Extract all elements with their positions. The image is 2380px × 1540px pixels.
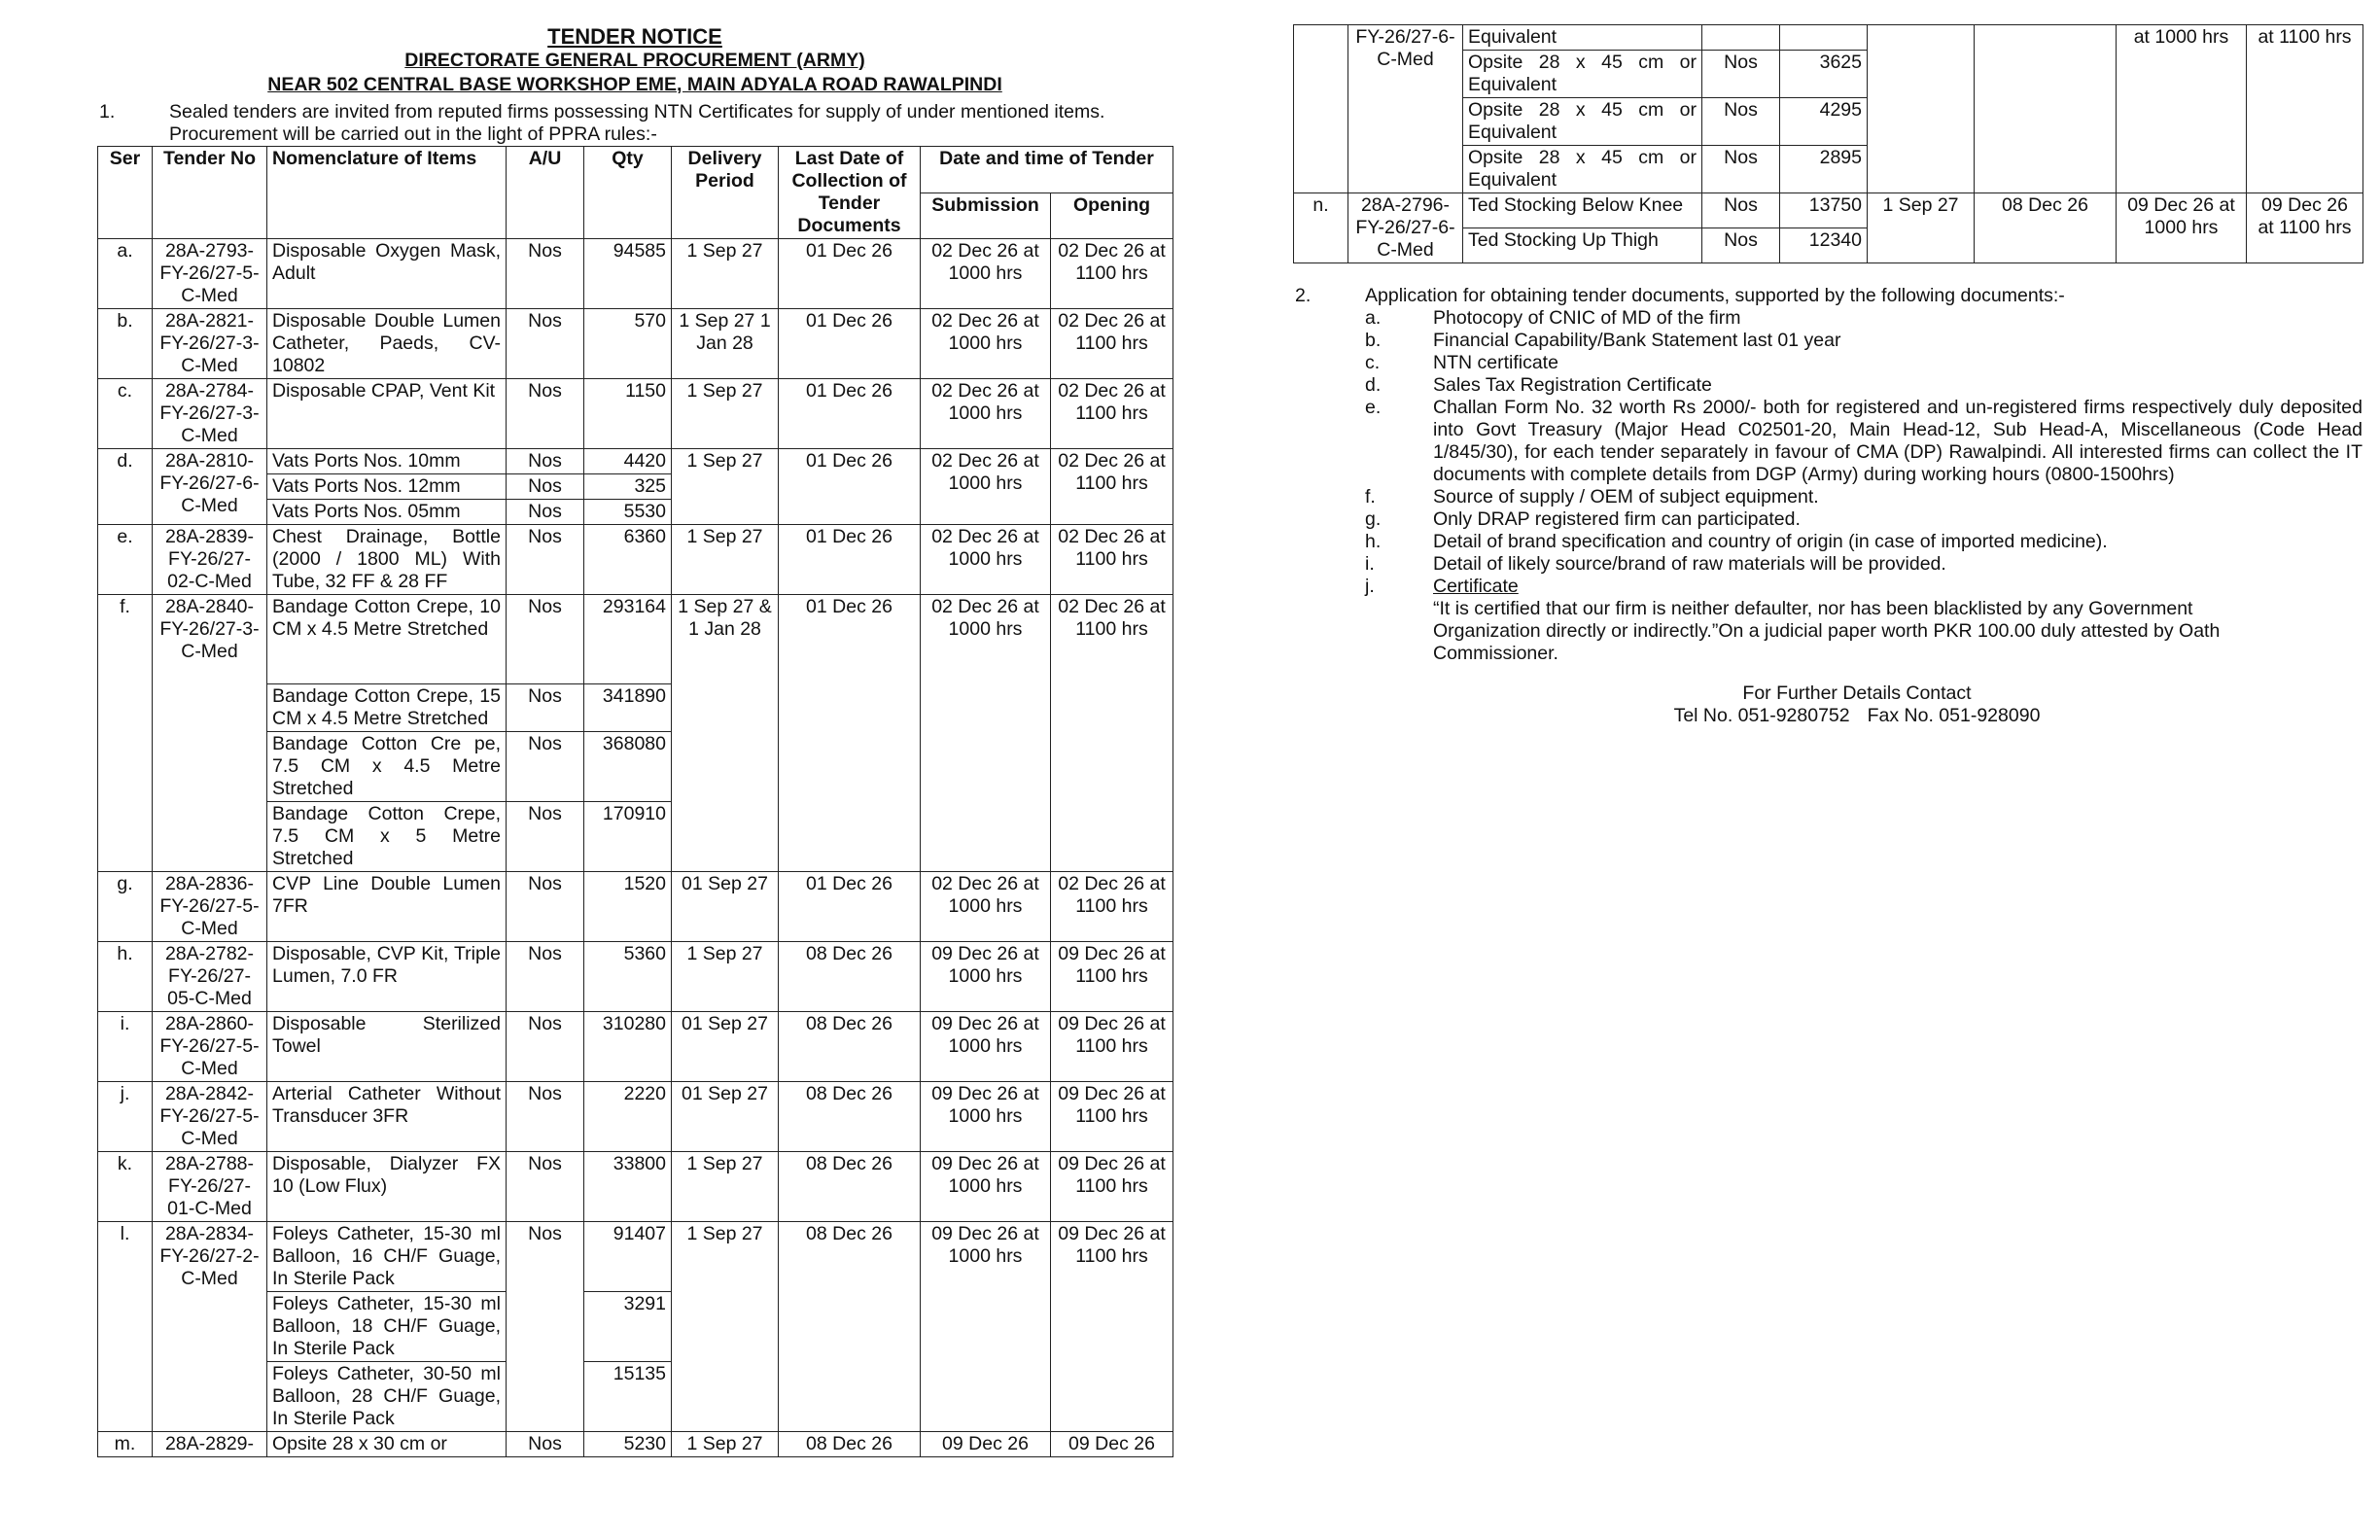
row-qty: 5230	[584, 1432, 672, 1457]
row-item: Foleys Catheter, 15-30 ml Balloon, 18 CH/F Guage, In Sterile Pack	[267, 1292, 507, 1362]
row-opening: 09 Dec 26 at 1100 hrs	[1051, 1012, 1173, 1082]
row-tender-no: 28A-2829-	[153, 1432, 267, 1457]
paragraph-number: 1.	[99, 101, 116, 122]
row-submission: 02 Dec 26 at 1000 hrs	[921, 449, 1051, 525]
contact-heading: For Further Details Contact	[1742, 682, 1972, 704]
header-delivery: Delivery Period	[672, 147, 779, 239]
row-item: Opsite 28 x 45 cm or Equivalent	[1463, 51, 1702, 98]
header-date-time: Date and time of Tender	[921, 147, 1173, 193]
list-letter: j.	[1365, 576, 1375, 597]
row-item: Arterial Catheter Without Transducer 3FR	[267, 1082, 507, 1152]
row-au: Nos	[507, 1432, 584, 1457]
row-au: Nos	[507, 942, 584, 1012]
row-submission: 09 Dec 26 at 1000 hrs	[921, 1222, 1051, 1432]
row-au: Nos	[507, 525, 584, 595]
list-letter: b.	[1365, 330, 1382, 351]
row-ser	[1294, 25, 1348, 193]
left-column	[97, 24, 1172, 1457]
row-last-date: 08 Dec 26	[779, 1152, 921, 1222]
row-item: Equivalent	[1463, 25, 1702, 51]
row-last-date: 01 Dec 26	[779, 595, 921, 872]
row-ser: l.	[98, 1222, 153, 1432]
table-row	[98, 872, 1173, 942]
table-row	[1294, 193, 2363, 228]
list-item	[1293, 330, 2362, 352]
list-item	[1293, 486, 2362, 508]
list-text: Source of supply / OEM of subject equipment.	[1433, 486, 1819, 508]
table-row	[98, 379, 1173, 449]
row-last-date: 01 Dec 26	[779, 239, 921, 309]
row-submission: 09 Dec 26 at 1000 hrs	[921, 942, 1051, 1012]
row-submission: 09 Dec 26 at 1000 hrs	[921, 1082, 1051, 1152]
row-qty: 4295	[1780, 98, 1868, 146]
row-opening: 02 Dec 26 at 1100 hrs	[1051, 449, 1173, 525]
row-ser: n.	[1294, 193, 1348, 263]
row-last-date: 08 Dec 26	[779, 942, 921, 1012]
row-item: Chest Drainage, Bottle (2000 / 1800 ML) With Tube, 32 FF & 28 FF	[267, 525, 507, 595]
row-tender-no: 28A-2860-FY-26/27-5-C-Med	[153, 1012, 267, 1082]
row-item: Disposable, Dialyzer FX 10 (Low Flux)	[267, 1152, 507, 1222]
row-item: Opsite 28 x 45 cm or Equivalent	[1463, 146, 1702, 193]
row-tender-no: 28A-2834-FY-26/27-2-C-Med	[153, 1222, 267, 1432]
list-text: Detail of likely source/brand of raw materials will be provided.	[1433, 553, 1946, 575]
row-opening: 02 Dec 26 at 1100 hrs	[1051, 525, 1173, 595]
table-row	[98, 1432, 1173, 1457]
fax-number: Fax No. 051-928090	[1867, 705, 2041, 726]
row-qty: 293164	[584, 595, 672, 684]
row-delivery: 1 Sep 27	[1868, 193, 1975, 263]
row-tender-no: 28A-2840-FY-26/27-3-C-Med	[153, 595, 267, 872]
row-tender-no: 28A-2788-FY-26/27-01-C-Med	[153, 1152, 267, 1222]
row-tender-no: 28A-2821-FY-26/27-3-C-Med	[153, 309, 267, 379]
row-qty: 12340	[1780, 228, 1868, 263]
row-opening: 09 Dec 26 at 1100 hrs	[1051, 1152, 1173, 1222]
document-list	[1293, 307, 2362, 665]
paragraph-number: 2.	[1295, 285, 1312, 306]
row-last-date: 01 Dec 26	[779, 309, 921, 379]
row-au: Nos	[1702, 51, 1780, 98]
row-qty	[1780, 25, 1868, 51]
row-last-date: 01 Dec 26	[779, 872, 921, 942]
list-letter: e.	[1365, 397, 1382, 418]
row-au: Nos	[1702, 146, 1780, 193]
list-text: Detail of brand specification and country of origin (in case of imported medicine).	[1433, 531, 2108, 552]
list-letter: f.	[1365, 486, 1376, 508]
row-item: Bandage Cotton Crepe, 7.5 CM x 5 Metre Stretched	[267, 802, 507, 872]
row-qty: 3625	[1780, 51, 1868, 98]
row-last-date: 08 Dec 26	[779, 1222, 921, 1432]
row-au: Nos	[507, 684, 584, 732]
table-row	[98, 525, 1173, 595]
row-qty: 6360	[584, 525, 672, 595]
row-au	[1702, 25, 1780, 51]
row-tender-no: 28A-2842-FY-26/27-5-C-Med	[153, 1082, 267, 1152]
row-opening: 02 Dec 26 at 1100 hrs	[1051, 379, 1173, 449]
row-delivery: 1 Sep 27	[672, 379, 779, 449]
list-letter: c.	[1365, 352, 1381, 373]
row-delivery: 1 Sep 27	[672, 525, 779, 595]
row-last-date: 08 Dec 26	[779, 1012, 921, 1082]
row-au: Nos	[1702, 228, 1780, 263]
row-qty: 5530	[584, 500, 672, 525]
row-submission: 02 Dec 26 at 1000 hrs	[921, 239, 1051, 309]
row-tender-no: 28A-2810-FY-26/27-6-C-Med	[153, 449, 267, 525]
row-au: Nos	[507, 1222, 584, 1432]
row-delivery: 1 Sep 27	[672, 1222, 779, 1432]
row-au: Nos	[507, 802, 584, 872]
header-qty: Qty	[584, 147, 672, 239]
certificate-heading: Certificate	[1433, 576, 1519, 597]
row-au: Nos	[507, 379, 584, 449]
row-qty: 13750	[1780, 193, 1868, 228]
row-ser: b.	[98, 309, 153, 379]
certificate-text	[1293, 598, 2362, 665]
row-tender-no: 28A-2796-FY-26/27-6-C-Med	[1348, 193, 1463, 263]
paragraph-2	[1293, 285, 2362, 307]
list-item	[1293, 576, 2362, 598]
row-submission: 02 Dec 26 at 1000 hrs	[921, 379, 1051, 449]
list-text: Only DRAP registered firm can participated.	[1433, 508, 1801, 530]
list-item	[1293, 531, 2362, 553]
row-opening: 09 Dec 26 at 1100 hrs	[2247, 193, 2363, 263]
table-row	[98, 595, 1173, 684]
row-au: Nos	[1702, 193, 1780, 228]
row-opening: 02 Dec 26 at 1100 hrs	[1051, 239, 1173, 309]
row-last-date: 08 Dec 26	[779, 1082, 921, 1152]
row-item: Foleys Catheter, 30-50 ml Balloon, 28 CH/F Guage, In Sterile Pack	[267, 1362, 507, 1432]
row-item: Ted Stocking Below Knee	[1463, 193, 1702, 228]
contact-numbers	[1351, 705, 2362, 727]
row-item: Foleys Catheter, 15-30 ml Balloon, 16 CH/F Guage, In Sterile Pack	[267, 1222, 507, 1292]
row-qty: 325	[584, 474, 672, 500]
paragraph-2-intro: Application for obtaining tender documents, supported by the following documents:-	[1365, 285, 2065, 306]
header-submission: Submission	[921, 192, 1051, 239]
row-submission: 02 Dec 26 at 1000 hrs	[921, 525, 1051, 595]
row-submission: at 1000 hrs	[2117, 25, 2247, 193]
list-item	[1293, 307, 2362, 330]
list-item	[1293, 397, 2362, 486]
row-ser: a.	[98, 239, 153, 309]
row-submission: 02 Dec 26 at 1000 hrs	[921, 872, 1051, 942]
row-delivery	[1868, 25, 1975, 193]
row-au: Nos	[507, 872, 584, 942]
row-qty: 570	[584, 309, 672, 379]
list-text: Photocopy of CNIC of MD of the firm	[1433, 307, 1741, 329]
row-au: Nos	[507, 1012, 584, 1082]
row-delivery: 1 Sep 27	[672, 239, 779, 309]
row-delivery: 1 Sep 27	[672, 449, 779, 525]
row-au: Nos	[507, 1152, 584, 1222]
list-letter: h.	[1365, 531, 1382, 552]
organization-address: NEAR 502 CENTRAL BASE WORKSHOP EME, MAIN ADYALA ROAD RAWALPINDI	[267, 74, 1002, 95]
row-ser: k.	[98, 1152, 153, 1222]
row-delivery: 01 Sep 27	[672, 872, 779, 942]
row-ser: e.	[98, 525, 153, 595]
row-item: Disposable Oxygen Mask, Adult	[267, 239, 507, 309]
row-item: Disposable Sterilized Towel	[267, 1012, 507, 1082]
row-qty: 94585	[584, 239, 672, 309]
row-item: Opsite 28 x 30 cm or	[267, 1432, 507, 1457]
row-delivery: 01 Sep 27	[672, 1082, 779, 1152]
list-text: Challan Form No. 32 worth Rs 2000/- both for registered and un-registered firms respectively duly deposited into Govt Treasury (Major Head C02501-20, Main Head-12, Sub Head-A, Miscellaneous (Code Head 1/845/30), for each tender separately in favour of CMA (DP) Rawalpindi. All interested firms can collect the IT documents with complete details from DGP (Army) during working hours (0800-1500hrs)	[1433, 397, 2362, 485]
list-letter: a.	[1365, 307, 1382, 329]
row-ser: g.	[98, 872, 153, 942]
table-row	[98, 449, 1173, 474]
header-last-date: Last Date of Collection of Tender Documents	[779, 147, 921, 239]
row-ser: f.	[98, 595, 153, 872]
header-ser: Ser	[98, 147, 153, 239]
row-opening: 02 Dec 26 at 1100 hrs	[1051, 309, 1173, 379]
row-item: Disposable, CVP Kit, Triple Lumen, 7.0 FR	[267, 942, 507, 1012]
right-column	[1293, 24, 2362, 727]
row-item: Vats Ports Nos. 12mm	[267, 474, 507, 500]
row-ser: c.	[98, 379, 153, 449]
row-qty: 4420	[584, 449, 672, 474]
list-letter: i.	[1365, 553, 1375, 575]
row-tender-no: 28A-2793-FY-26/27-5-C-Med	[153, 239, 267, 309]
row-opening: 02 Dec 26 at 1100 hrs	[1051, 595, 1173, 872]
row-delivery: 1 Sep 27 & 1 Jan 28	[672, 595, 779, 872]
row-au: Nos	[507, 309, 584, 379]
row-last-date: 01 Dec 26	[779, 525, 921, 595]
row-tender-no: 28A-2839-FY-26/27-02-C-Med	[153, 525, 267, 595]
row-submission: 02 Dec 26 at 1000 hrs	[921, 309, 1051, 379]
row-qty: 310280	[584, 1012, 672, 1082]
table-row	[98, 239, 1173, 309]
row-last-date	[1975, 25, 2117, 193]
row-opening: 09 Dec 26	[1051, 1432, 1173, 1457]
row-qty: 91407	[584, 1222, 672, 1292]
row-qty: 1520	[584, 872, 672, 942]
table-subrow	[1294, 25, 2363, 51]
row-item: Bandage Cotton Crepe, 10 CM x 4.5 Metre Stretched	[267, 595, 507, 684]
certificate-statement: “It is certified that our firm is neither defaulter, nor has been blacklisted by any Government Organization directly or indirectly.”On a judicial paper worth PKR 100.00 duly attested by Oath Commissioner.	[1433, 598, 2221, 664]
row-delivery: 01 Sep 27	[672, 1012, 779, 1082]
paragraph-1	[97, 101, 1172, 146]
row-submission: 02 Dec 26 at 1000 hrs	[921, 595, 1051, 872]
row-submission: 09 Dec 26 at 1000 hrs	[2117, 193, 2247, 263]
tender-table-continued	[1293, 24, 2363, 263]
header-opening: Opening	[1051, 192, 1173, 239]
row-submission: 09 Dec 26	[921, 1432, 1051, 1457]
row-qty: 15135	[584, 1362, 672, 1432]
row-item: Vats Ports Nos. 10mm	[267, 449, 507, 474]
row-opening: 09 Dec 26 at 1100 hrs	[1051, 1222, 1173, 1432]
table-row	[98, 309, 1173, 379]
row-opening: 09 Dec 26 at 1100 hrs	[1051, 1082, 1173, 1152]
row-tender-no: 28A-2784-FY-26/27-3-C-Med	[153, 379, 267, 449]
list-text: Financial Capability/Bank Statement last 01 year	[1433, 330, 1841, 351]
row-item: CVP Line Double Lumen 7FR	[267, 872, 507, 942]
row-ser: h.	[98, 942, 153, 1012]
paragraph-1-line-2: Procurement will be carried out in the light of PPRA rules:-	[169, 123, 657, 145]
row-last-date: 01 Dec 26	[779, 449, 921, 525]
list-item	[1293, 352, 2362, 374]
row-item: Disposable Double Lumen Catheter, Paeds, CV-10802	[267, 309, 507, 379]
row-delivery: 1 Sep 27	[672, 1432, 779, 1457]
header-items: Nomenclature of Items	[267, 147, 507, 239]
row-tender-no: 28A-2782-FY-26/27-05-C-Med	[153, 942, 267, 1012]
table-row	[98, 1012, 1173, 1082]
row-au: Nos	[507, 595, 584, 684]
row-ser: j.	[98, 1082, 153, 1152]
row-qty: 2895	[1780, 146, 1868, 193]
row-qty: 1150	[584, 379, 672, 449]
row-opening: at 1100 hrs	[2247, 25, 2363, 193]
table-row	[98, 1222, 1173, 1292]
header-au: A/U	[507, 147, 584, 239]
row-delivery: 1 Sep 27 1 Jan 28	[672, 309, 779, 379]
row-item: Bandage Cotton Crepe, 15 CM x 4.5 Metre Stretched	[267, 684, 507, 732]
row-opening: 09 Dec 26 at 1100 hrs	[1051, 942, 1173, 1012]
table-header-row	[98, 147, 1173, 193]
row-au: Nos	[507, 732, 584, 802]
notice-title: TENDER NOTICE	[547, 24, 722, 49]
row-qty: 5360	[584, 942, 672, 1012]
row-last-date: 08 Dec 26	[1975, 193, 2117, 263]
row-qty: 170910	[584, 802, 672, 872]
row-au: Nos	[507, 474, 584, 500]
row-item: Disposable CPAP, Vent Kit	[267, 379, 507, 449]
row-tender-no: 28A-2836-FY-26/27-5-C-Med	[153, 872, 267, 942]
row-item: Ted Stocking Up Thigh	[1463, 228, 1702, 263]
row-ser: m.	[98, 1432, 153, 1457]
row-item: Vats Ports Nos. 05mm	[267, 500, 507, 525]
row-last-date: 08 Dec 26	[779, 1432, 921, 1457]
row-qty: 341890	[584, 684, 672, 732]
organization-name: DIRECTORATE GENERAL PROCUREMENT (ARMY)	[404, 50, 865, 71]
row-au: Nos	[507, 449, 584, 474]
list-letter: d.	[1365, 374, 1382, 396]
row-delivery: 1 Sep 27	[672, 1152, 779, 1222]
contact-block	[1351, 682, 2362, 727]
row-submission: 09 Dec 26 at 1000 hrs	[921, 1012, 1051, 1082]
row-last-date: 01 Dec 26	[779, 379, 921, 449]
row-qty: 2220	[584, 1082, 672, 1152]
row-au: Nos	[507, 1082, 584, 1152]
row-ser: i.	[98, 1012, 153, 1082]
header-tender-no: Tender No	[153, 147, 267, 239]
tender-table	[97, 146, 1173, 1457]
list-text: NTN certificate	[1433, 352, 1558, 373]
list-item	[1293, 374, 2362, 397]
list-letter: g.	[1365, 508, 1382, 530]
row-item: Bandage Cotton Cre pe, 7.5 CM x 4.5 Metre Stretched	[267, 732, 507, 802]
row-submission: 09 Dec 26 at 1000 hrs	[921, 1152, 1051, 1222]
row-qty: 368080	[584, 732, 672, 802]
telephone-number: Tel No. 051-9280752	[1673, 705, 1850, 726]
row-opening: 02 Dec 26 at 1100 hrs	[1051, 872, 1173, 942]
list-item	[1293, 508, 2362, 531]
row-qty: 33800	[584, 1152, 672, 1222]
table-row	[98, 1082, 1173, 1152]
row-delivery: 1 Sep 27	[672, 942, 779, 1012]
list-text: Sales Tax Registration Certificate	[1433, 374, 1712, 396]
row-au: Nos	[507, 500, 584, 525]
row-qty: 3291	[584, 1292, 672, 1362]
row-item: Opsite 28 x 45 cm or Equivalent	[1463, 98, 1702, 146]
paragraph-1-line-1: Sealed tenders are invited from reputed firms possessing NTN Certificates for supply of under mentioned items.	[169, 101, 1105, 122]
table-row	[98, 1152, 1173, 1222]
row-ser: d.	[98, 449, 153, 525]
list-item	[1293, 553, 2362, 576]
row-tender-no: FY-26/27-6-C-Med	[1348, 25, 1463, 193]
row-au: Nos	[1702, 98, 1780, 146]
table-row	[98, 942, 1173, 1012]
row-au: Nos	[507, 239, 584, 309]
